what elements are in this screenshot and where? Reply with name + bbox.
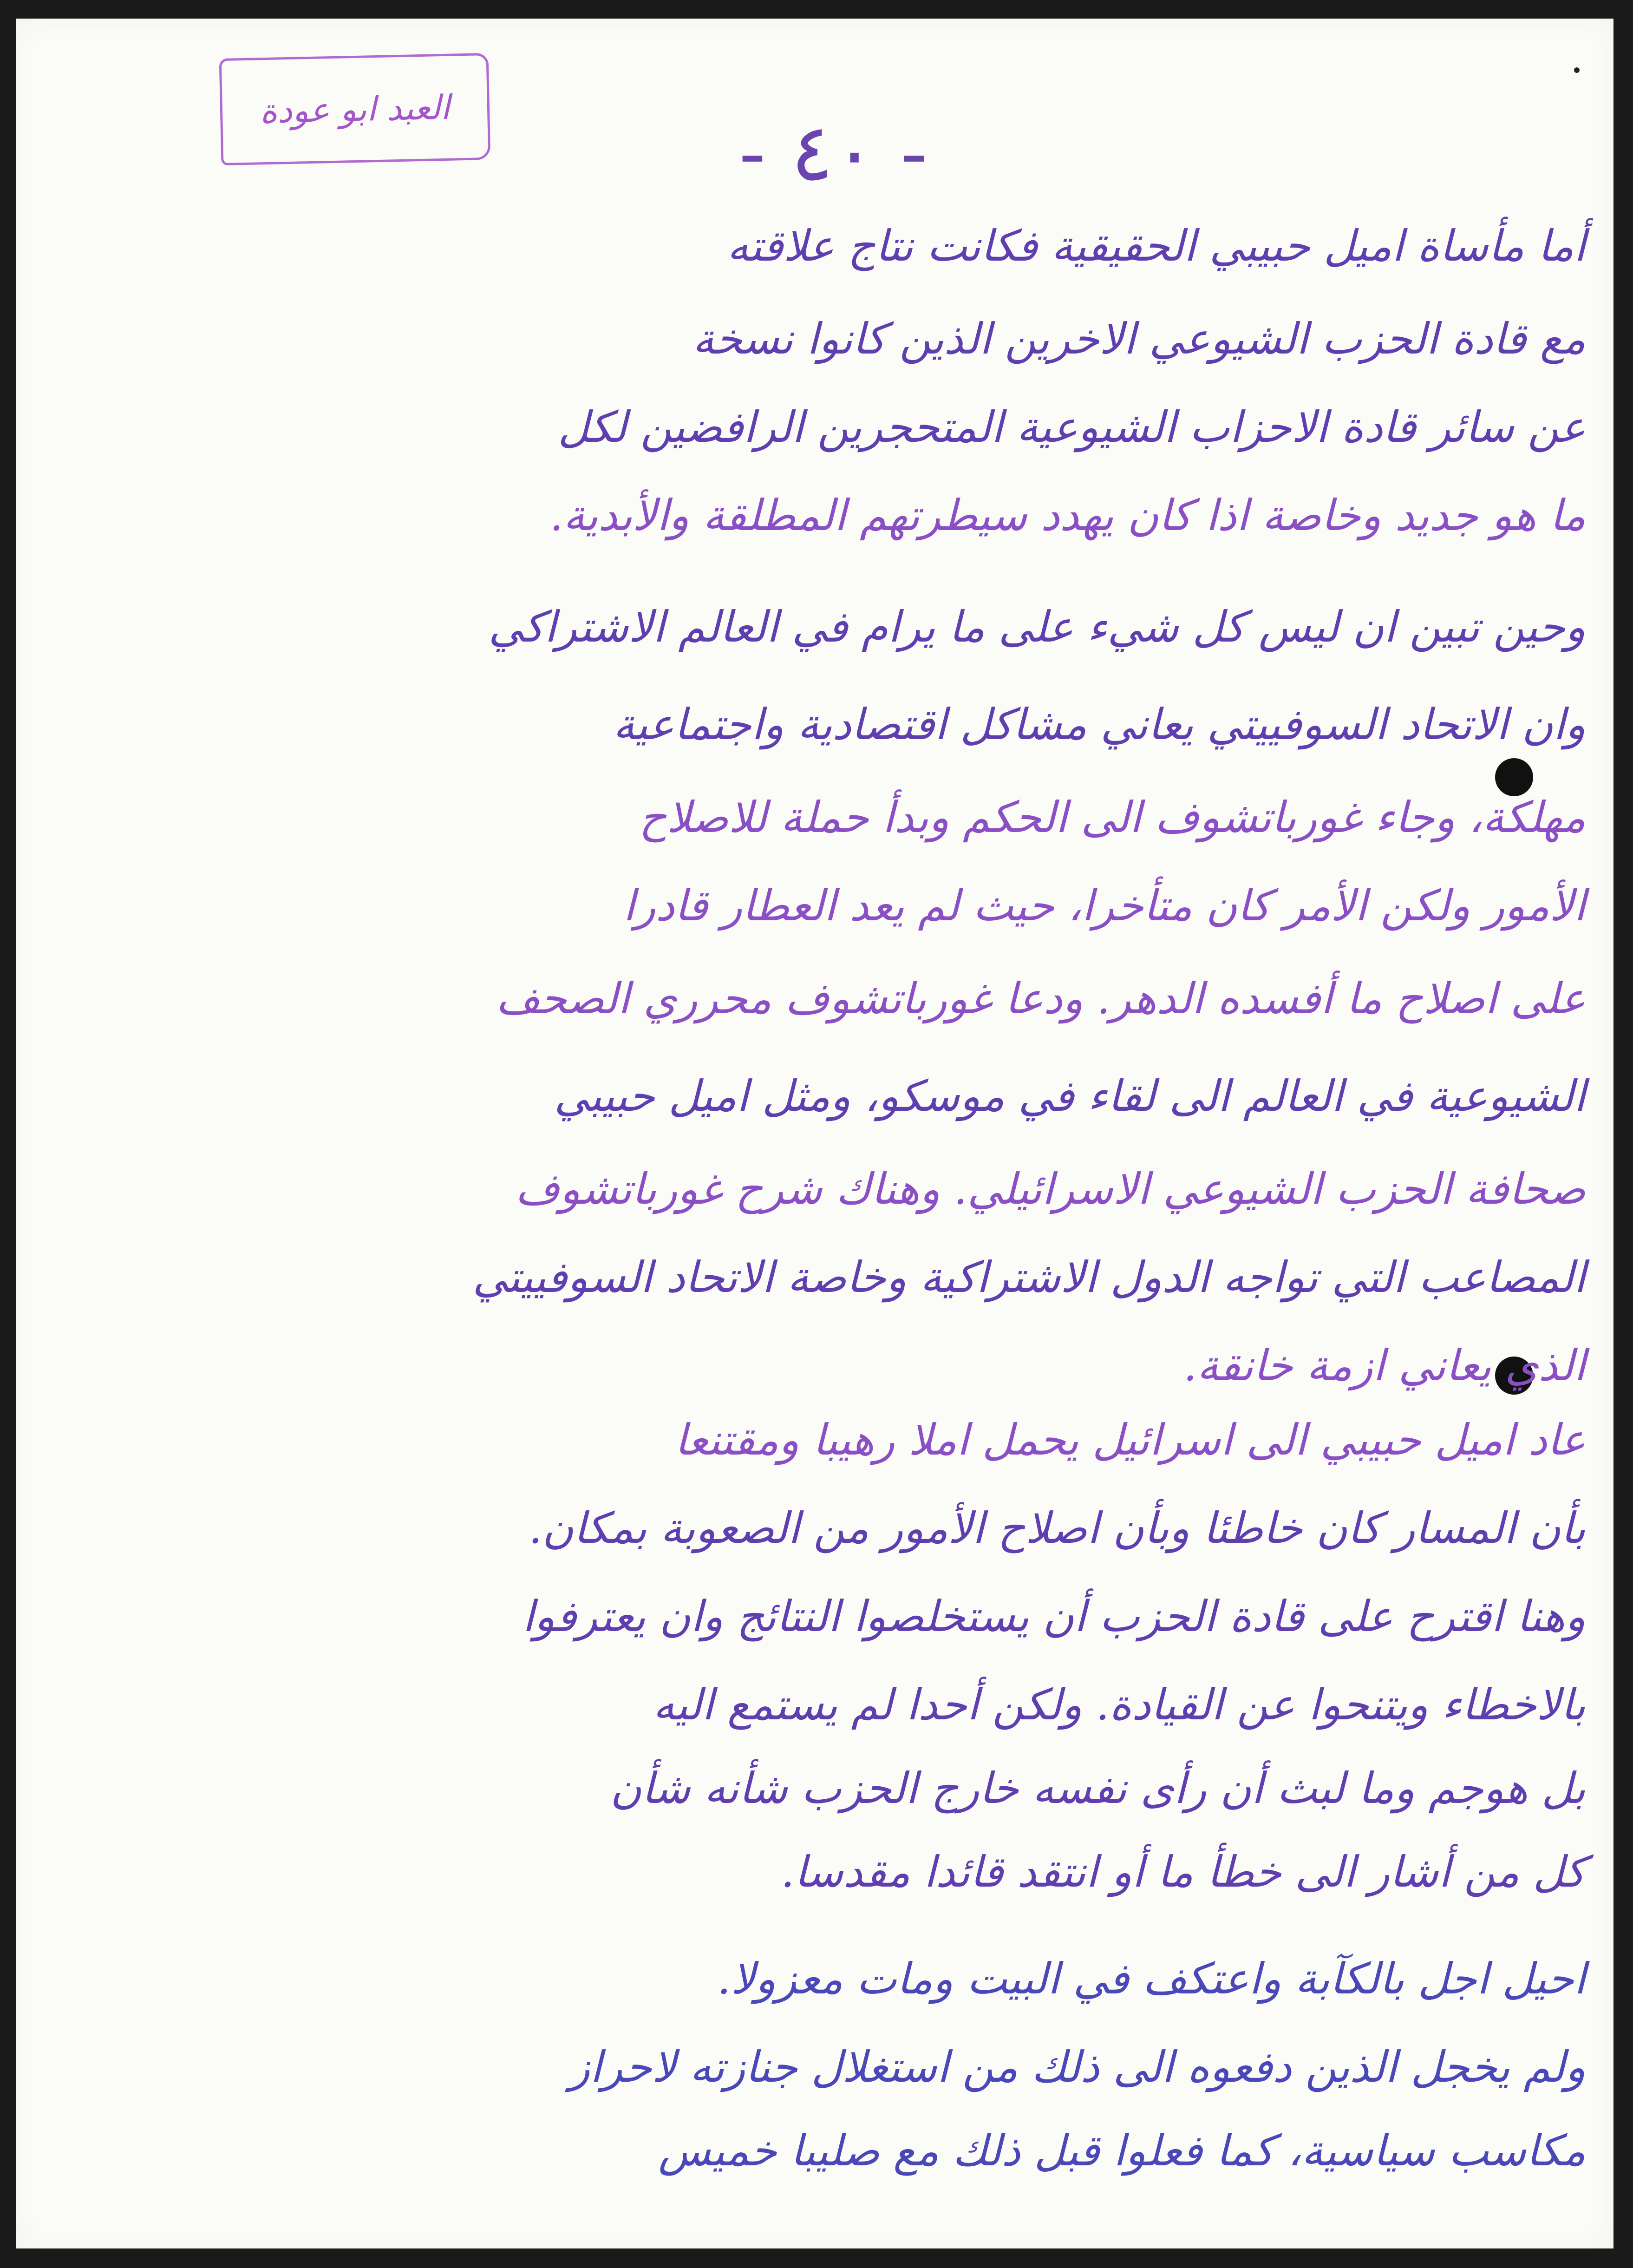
text-line: بأن المسار كان خاطئا وبأن اصلاح الأمور من الصعوبة بمكان. — [529, 1503, 1586, 1553]
text-line: احيل اجل بالكآبة واعتكف في البيت ومات معزولا. — [717, 1954, 1586, 2004]
text-line: مكاسب سياسية، كما فعلوا قبل ذلك مع صليبا خميس — [658, 2126, 1586, 2176]
text-line: الأمور ولكن الأمر كان متأخرا، حيث لم يعد العطار قادرا — [623, 881, 1586, 931]
text-line: مع قادة الحزب الشيوعي الاخرين الذين كانوا نسخة — [692, 314, 1586, 364]
text-line: عن سائر قادة الاحزاب الشيوعية المتحجرين الرافضين لكل — [558, 402, 1586, 452]
text-line: وان الاتحاد السوفييتي يعاني مشاكل اقتصادية واجتماعية — [613, 700, 1586, 749]
archive-stamp-label: العبد ابو عودة — [259, 87, 451, 131]
text-line: صحافة الحزب الشيوعي الاسرائيلي. وهناك شرح غورباتشوف — [515, 1164, 1586, 1214]
text-line: على اصلاح ما أفسده الدهر. ودعا غورباتشوف محرري الصحف — [496, 974, 1586, 1023]
text-line: عاد اميل حبيبي الى اسرائيل يحمل املا رهيبا ومقتنعا — [674, 1415, 1586, 1465]
text-line: المصاعب التي تواجه الدول الاشتراكية وخاصة الاتحاد السوفييتي — [472, 1252, 1586, 1302]
page-number: - ٤٠ - — [739, 107, 928, 199]
handwritten-text-body — [16, 19, 1613, 2248]
text-line: وهنا اقترح على قادة الحزب أن يستخلصوا النتائج وان يعترفوا — [522, 1592, 1586, 1641]
text-line: مهلكة، وجاء غورباتشوف الى الحكم وبدأ حملة للاصلاح — [639, 793, 1586, 842]
text-line: بل هوجم وما لبث أن رأى نفسه خارج الحزب شأنه شأن — [610, 1763, 1586, 1813]
text-line: بالاخطاء ويتنحوا عن القيادة. ولكن أحدا لم يستمع اليه — [653, 1680, 1586, 1730]
text-line: ولم يخجل الذين دفعوه الى ذلك من استغلال جنازته لاحراز — [569, 2042, 1586, 2092]
document-page — [16, 19, 1613, 2248]
text-line: الشيوعية في العالم الى لقاء في موسكو، ومثل اميل حبيبي — [554, 1071, 1586, 1121]
text-line: وحين تبين ان ليس كل شيء على ما يرام في العالم الاشتراكي — [488, 602, 1586, 652]
text-line: كل من أشار الى خطأ ما أو انتقد قائدا مقدسا. — [781, 1847, 1586, 1897]
text-line: ما هو جديد وخاصة اذا كان يهدد سيطرتهم المطلقة والأبدية. — [549, 491, 1586, 540]
text-line: الذي يعاني ازمة خانقة. — [1183, 1341, 1586, 1390]
text-line: أما مأساة اميل حبيبي الحقيقية فكانت نتاج علاقته — [727, 221, 1586, 271]
